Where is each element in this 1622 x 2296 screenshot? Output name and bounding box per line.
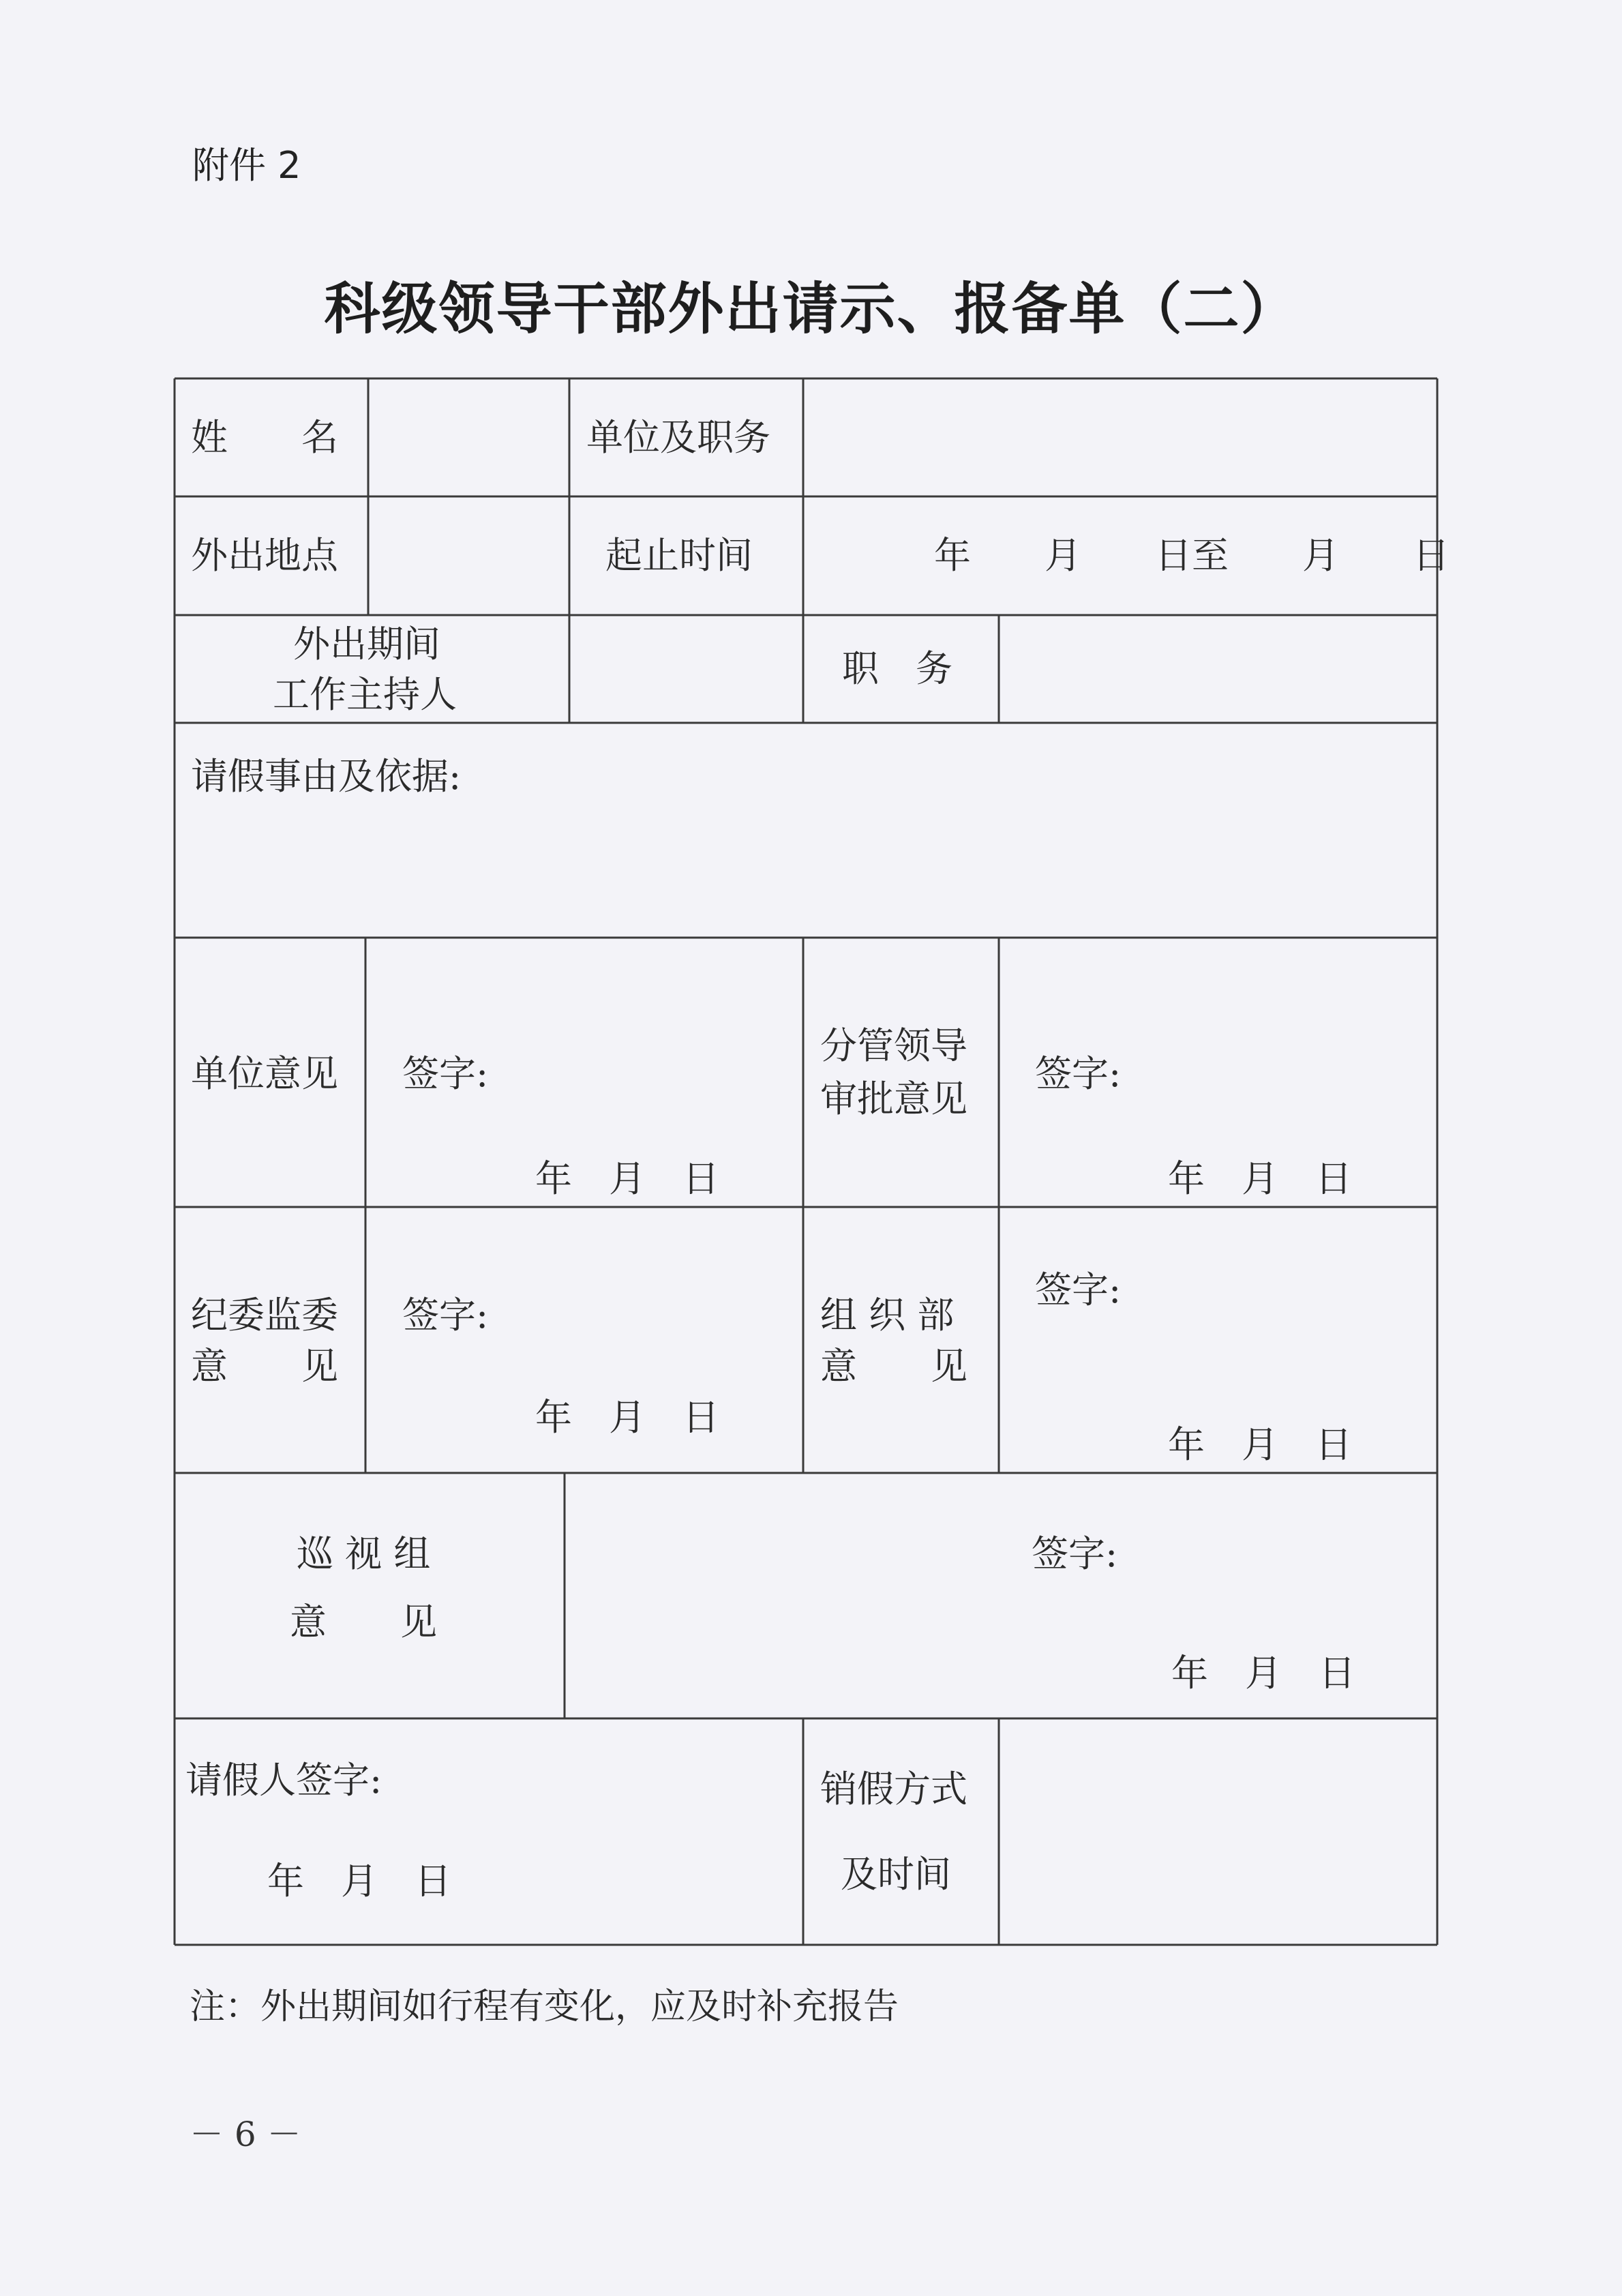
org-label-line1: 组 织 部 [820, 1294, 955, 1337]
cancel-label-line2: 及时间 [841, 1853, 951, 1896]
host-label-line1: 外出期间 [293, 623, 440, 666]
location-label: 外出地点 [191, 534, 338, 577]
inspection-opinion-signature[interactable]: 签字: [1032, 1532, 1118, 1575]
inspection-label-line2: 意 见 [290, 1600, 437, 1643]
unit-opinion-date: 年 月 日 [535, 1157, 719, 1200]
leader-label-line2: 审批意见 [820, 1077, 967, 1120]
unit-opinion-signature[interactable]: 签字: [402, 1052, 489, 1095]
host-label-line2: 工作主持人 [273, 673, 457, 716]
applicant-date: 年 月 日 [267, 1860, 451, 1903]
unit-opinion-label: 单位意见 [191, 1052, 338, 1095]
org-label-line2: 意 见 [820, 1345, 967, 1388]
period-value[interactable]: 年 月 日至 月 日 [934, 534, 1450, 577]
footnote: 注：外出期间如行程有变化，应及时补充报告 [190, 1986, 899, 2027]
discipline-opinion-signature[interactable]: 签字: [402, 1294, 489, 1337]
attachment-label: 附件 2 [192, 144, 301, 187]
discipline-label-line1: 纪委监委 [191, 1294, 338, 1337]
page-number: － 6 － [190, 2115, 301, 2154]
org-opinion-signature[interactable]: 签字: [1035, 1268, 1122, 1311]
host-field[interactable] [573, 618, 800, 719]
leader-label-line1: 分管领导 [820, 1024, 967, 1067]
discipline-label-line2: 意 见 [191, 1345, 338, 1388]
leader-opinion-signature[interactable]: 签字: [1035, 1052, 1122, 1095]
location-field[interactable] [372, 500, 566, 612]
cancel-field[interactable] [1002, 1722, 1434, 1941]
name-label: 姓 名 [191, 416, 338, 459]
unit-position-label: 单位及职务 [586, 416, 770, 459]
inspection-label-line1: 巡 视 组 [297, 1532, 431, 1575]
name-field[interactable] [372, 382, 566, 492]
form-title: 科级领导干部外出请示、报备单（二） [324, 276, 1298, 342]
period-label: 起止时间 [605, 534, 753, 577]
host-position-field[interactable] [1002, 618, 1434, 719]
cancel-label-line1: 销假方式 [820, 1768, 967, 1810]
reason-label: 请假事由及依据: [191, 755, 462, 798]
unit-position-field[interactable] [807, 382, 1434, 492]
inspection-opinion-date: 年 月 日 [1171, 1652, 1355, 1695]
leader-opinion-date: 年 月 日 [1168, 1157, 1352, 1200]
org-opinion-date: 年 月 日 [1168, 1423, 1352, 1466]
applicant-signature-label[interactable]: 请假人签字: [185, 1759, 382, 1802]
discipline-opinion-date: 年 月 日 [535, 1396, 719, 1439]
reason-field[interactable] [178, 805, 1434, 934]
host-position-label: 职 务 [842, 647, 952, 690]
